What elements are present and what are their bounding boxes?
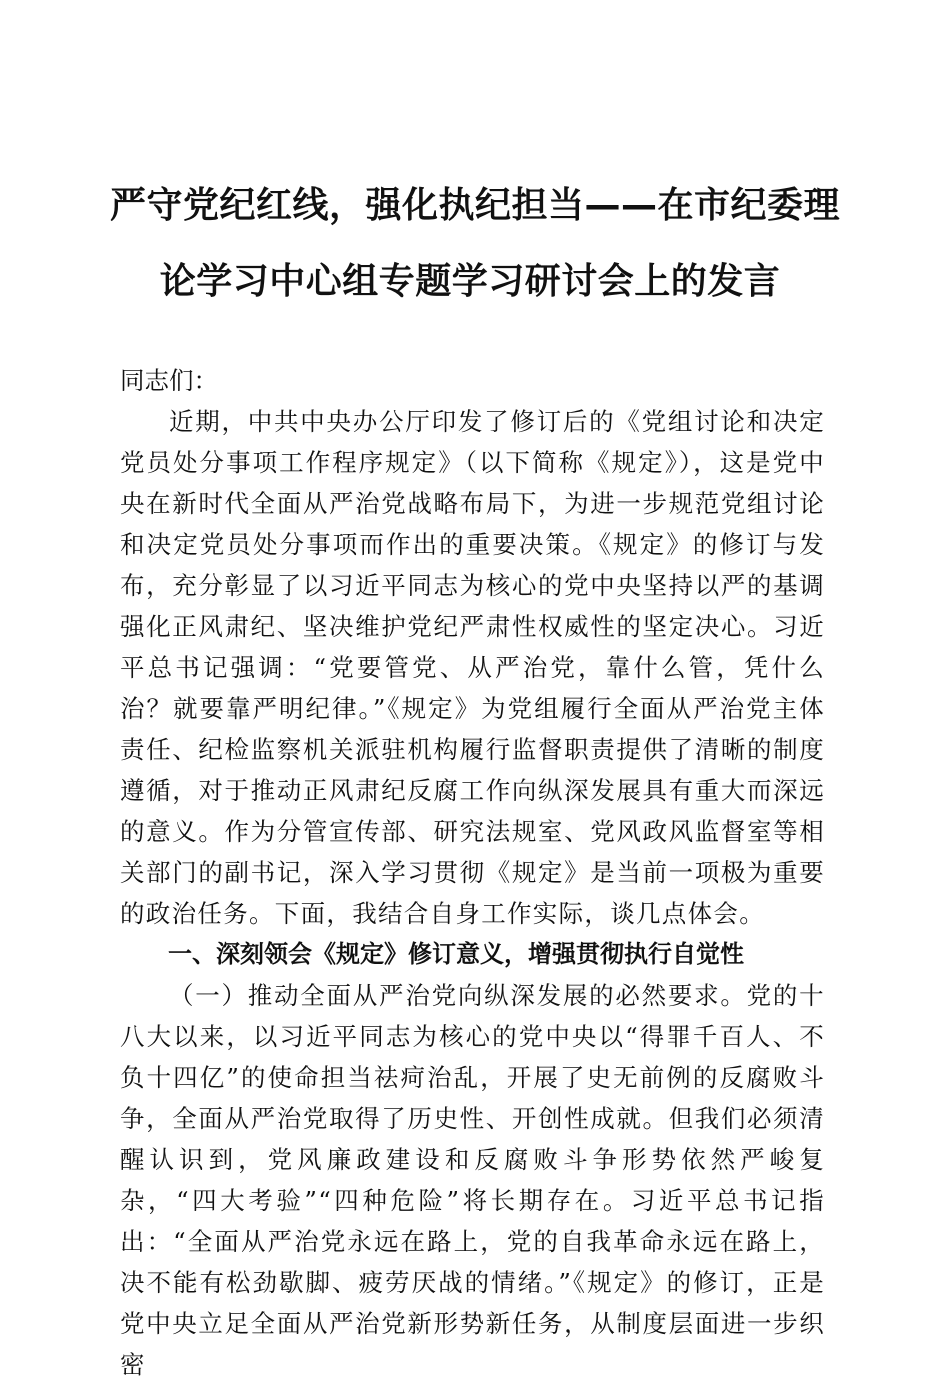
paragraph-intro: 近期，中共中央办公厅印发了修订后的《党组讨论和决定党员处分事项工作程序规定》（以下简称《规定》），这是党中央在新时代全面从严治党战略布局下，为进一步规范党组讨论和决定党员处分事项而作出的重要决策。《规定》的修订与发布，充分彰显了以习近平同志为核心的党中央坚持以严的基调强化正风肃纪、坚决维护党纪严肃性权威性的坚定决心。习近平总书记强调：“党要管党、从严治党，靠什么管，凭什么治？就要靠严明纪律。”《规定》为党组履行全面从严治党主体责任、纪检监察机关派驻机构履行监督职责提供了清晰的制度遵循，对于推动正风肃纪反腐工作向纵深发展具有重大而深远的意义。作为分管宣传部、研究法规室、党风政风监督室等相关部门的副书记，深入学习贯彻《规定》是当前一项极为重要的政治任务。下面，我结合自身工作实际，谈几点体会。 [120, 407, 826, 928]
title-line-2: 论学习中心组专题学习研讨会上的发言 [159, 261, 781, 302]
salutation: 同志们： [120, 366, 218, 395]
subsection-1-paragraph [120, 975, 825, 1385]
section-heading-1: 一、深刻领会《规定》修订意义，增强贯彻执行自觉性 [168, 940, 744, 968]
title-line-1: 严守党纪红线，强化执纪担当——在市纪委理 [110, 185, 841, 226]
subsection-1-body: 党的十八大以来，以习近平同志为核心的党中央以“得罪千百人、不负十四亿”的使命担当祛疴治乱，开展了史无前例的反腐败斗争，全面从严治党取得了历史性、开创性成就。但我们必须清醒认识到，党风廉政建设和反腐败斗争形势依然严峻复杂，“四大考验”“四种危险”将长期存在。习近平总书记指出：“全面从严治党永远在路上，党的自我革命永远在路上，决不能有松劲歇脚、疲劳厌战的情绪。”《规定》的修订，正是党中央立足全面从严治党新形势新任务，从制度层面进一步织密 [120, 981, 826, 1379]
subsection-1-lead: （一）推动全面从严治党向纵深发展的必然要求。 [169, 981, 747, 1010]
document-title [110, 168, 841, 320]
document-body [120, 360, 825, 1385]
